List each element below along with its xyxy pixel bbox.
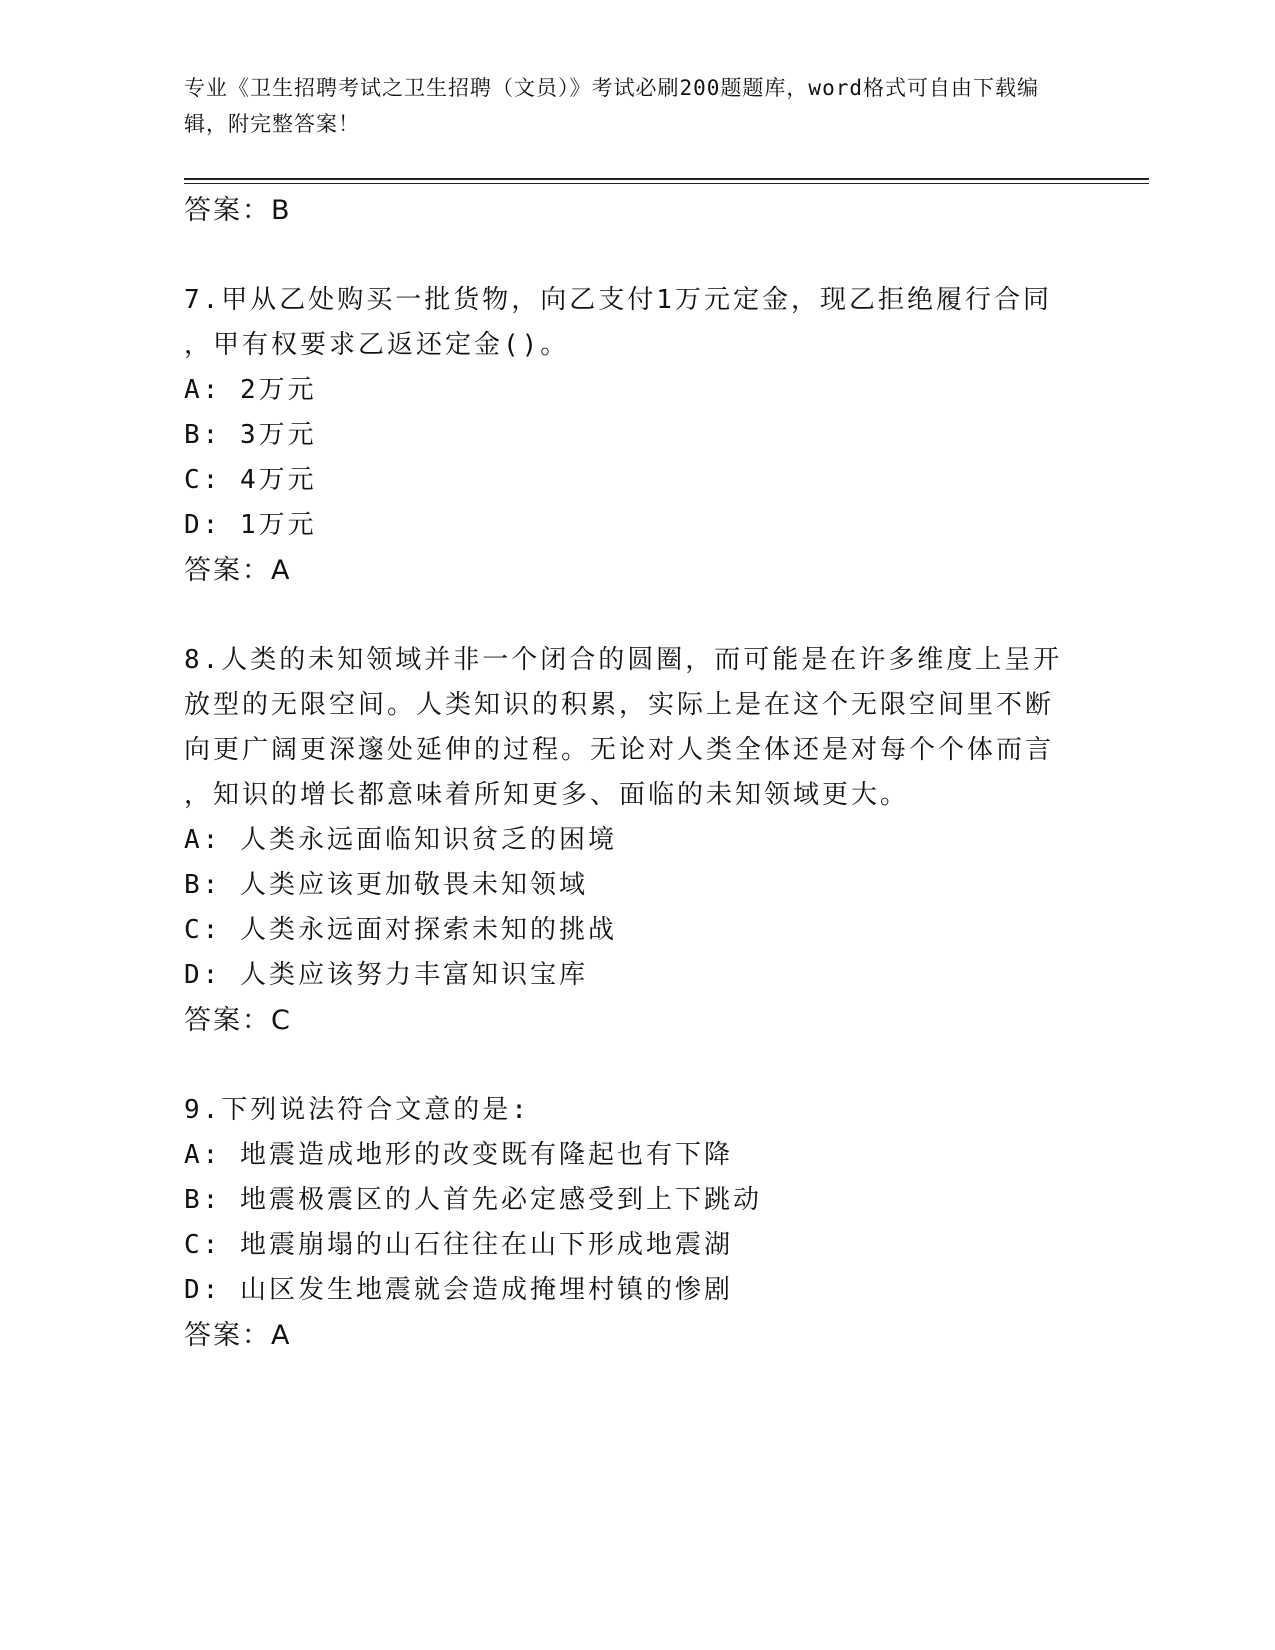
spacer bbox=[184, 233, 1064, 278]
question-9-option-b: B: 地震极震区的人首先必定感受到上下跳动 bbox=[184, 1185, 762, 1215]
question-7-stem-line-2: ，甲有权要求乙返还定金()。 bbox=[184, 330, 570, 360]
question-9-stem-line-1: 9.下列说法符合文意的是: bbox=[184, 1095, 530, 1125]
header-divider-thick bbox=[184, 178, 1149, 180]
question-9-answer: 答案：A bbox=[184, 1320, 292, 1351]
question-8-stem-line-1: 8.人类的未知领域并非一个闭合的圆圈，而可能是在许多维度上呈开 bbox=[184, 645, 1063, 675]
question-8-stem-line-3: 向更广阔更深邃处延伸的过程。无论对人类全体还是对每个个体而言 bbox=[184, 735, 1055, 765]
header-divider-thin bbox=[184, 183, 1149, 184]
document-header: 专业《卫生招聘考试之卫生招聘（文员）》考试必刷200题题库，word格式可自由下载编辑，附完整答案！ bbox=[184, 76, 1039, 136]
question-8-option-d: D: 人类应该努力丰富知识宝库 bbox=[184, 960, 588, 990]
question-8-stem-line-2: 放型的无限空间。人类知识的积累，实际上是在这个无限空间里不断 bbox=[184, 690, 1055, 720]
question-7-option-d: D: 1万元 bbox=[184, 510, 317, 540]
question-8 bbox=[184, 638, 1064, 1043]
question-7 bbox=[184, 278, 1064, 593]
question-8-answer: 答案：C bbox=[184, 1005, 292, 1036]
question-9 bbox=[184, 1088, 1064, 1358]
spacer bbox=[184, 1043, 1064, 1088]
spacer bbox=[184, 593, 1064, 638]
question-7-option-a: A: 2万元 bbox=[184, 375, 317, 405]
question-8-stem-line-4: ，知识的增长都意味着所知更多、面临的未知领域更大。 bbox=[184, 780, 910, 810]
question-7-option-b: B: 3万元 bbox=[184, 420, 317, 450]
question-7-stem-line-1: 7.甲从乙处购买一批货物，向乙支付1万元定金，现乙拒绝履行合同 bbox=[184, 285, 1052, 315]
question-9-option-d: D: 山区发生地震就会造成掩埋村镇的惨剧 bbox=[184, 1275, 733, 1305]
question-8-option-c: C: 人类永远面对探索未知的挑战 bbox=[184, 915, 617, 945]
question-9-option-c: C: 地震崩塌的山石往往在山下形成地震湖 bbox=[184, 1230, 733, 1260]
question-8-option-a: A: 人类永远面临知识贫乏的困境 bbox=[184, 825, 617, 855]
document-body bbox=[184, 188, 1064, 1358]
question-7-answer: 答案：A bbox=[184, 555, 292, 586]
answer-6: 答案：B bbox=[184, 195, 292, 226]
question-9-option-a: A: 地震造成地形的改变既有隆起也有下降 bbox=[184, 1140, 733, 1170]
question-7-option-c: C: 4万元 bbox=[184, 465, 317, 495]
question-8-option-b: B: 人类应该更加敬畏未知领域 bbox=[184, 870, 588, 900]
